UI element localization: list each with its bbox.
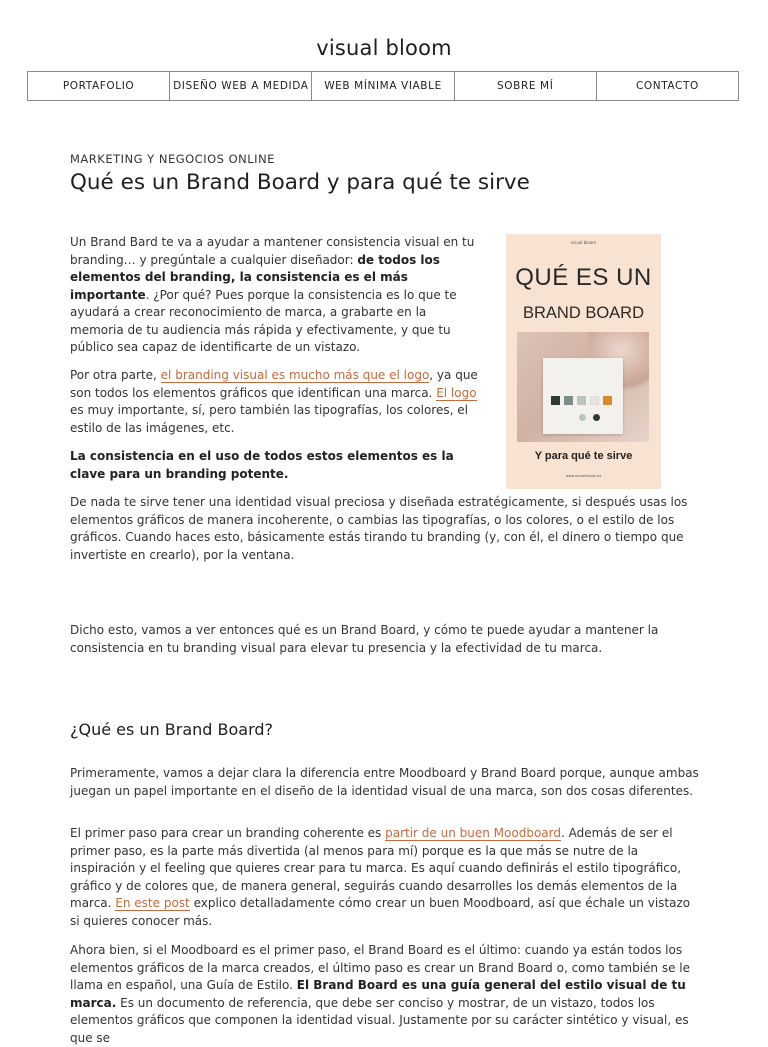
nav-item-web-minima[interactable]: WEB MÍNIMA VIABLE (312, 72, 454, 100)
text-span: es muy importante, sí, pero también las tipografías, los colores, el estilo de las imágenes, etc. (70, 403, 468, 435)
bold-text: El Brand Board es una guía general del estilo visual de tu marca. (70, 978, 686, 1010)
image-caption: Y para qué te sirve (534, 450, 633, 462)
text-span: . Además de ser el primer paso, es la parte más divertida (al menos para mí) porque es la que más se nutre de la inspiración y el feeling que quieres crear para tu marca. Es aquí cuando definirás el estilo tipográfico, gráfico y de colores que, de manera general, seguirás cuando desarrolles los demás elementos de la marca. (70, 826, 682, 910)
text-span: , ya que son todos los elementos gráficos que identifican una marca. (70, 368, 478, 400)
image-footer: www.visualbloom.es (565, 474, 602, 478)
style-guide-card (543, 358, 623, 434)
text-span: El primer paso para crear un branding coherente es (70, 826, 386, 840)
color-swatch (564, 396, 573, 405)
dot-icon (593, 414, 600, 421)
link-branding-visual[interactable]: el branding visual es mucho más que el logo (160, 368, 430, 382)
color-swatch (577, 396, 586, 405)
color-swatch (603, 396, 612, 405)
image-subheadline: BRAND BOARD (522, 304, 645, 322)
brand-board-photo (517, 332, 649, 442)
post-title: Qué es un Brand Board y para qué te sirve (70, 170, 530, 195)
paragraph-difference: Primeramente, vamos a dejar clara la diferencia entre Moodboard y Brand Board porque, aunque ambas juegan un papel importante en el diseño de la identidad visual de una marca, son dos cosas diferentes. (70, 766, 699, 798)
link-el-logo[interactable]: El logo (436, 385, 477, 400)
nav-item-contacto[interactable]: CONTACTO (635, 80, 699, 92)
paragraph-intro (70, 234, 482, 357)
text-span: Ahora bien, si el Moodboard es el primer paso, el Brand Board es el último: cuando ya están todos los elementos gráficos de la marca creados, el último paso es crear un Brand Board o, como también se le llama en español, una Guía de Estilo. (70, 943, 691, 992)
nav-item-diseno-web[interactable]: DISEÑO WEB A MEDIDA (170, 72, 312, 100)
paragraph-branding (70, 367, 482, 437)
section-heading: ¿Qué es un Brand Board? (70, 720, 274, 739)
brand-board-image (506, 234, 661, 489)
paragraph-intro-brand-board: Dicho esto, vamos a ver entonces qué es un Brand Board, y cómo te puede ayudar a mantener la consistencia en tu branding visual para elevar tu presencia y la efectividad de tu marca. (70, 623, 659, 655)
link-en-este-post[interactable]: En este post (115, 896, 190, 910)
paragraph-moodboard (70, 825, 700, 930)
text-span: explico detalladamente cómo crear un buen Moodboard, así que échale un vistazo si quieres conocer más. (70, 896, 691, 928)
text-span: Un Brand Bard te va a ayudar a mantener consistencia visual en tu branding… y pregúntale a cualquier diseñador: (70, 235, 475, 267)
link-moodboard[interactable]: partir de un buen Moodboard (385, 826, 561, 840)
image-small-header: visual bloom (570, 240, 597, 245)
color-swatch (590, 396, 599, 405)
post-category[interactable]: MARKETING Y NEGOCIOS ONLINE (70, 152, 275, 166)
bold-text: de todos los elementos del branding, la consistencia es el más importante (70, 252, 440, 302)
paragraph-brand-board (70, 942, 700, 1047)
image-headline: QUÉ ES UN (515, 264, 652, 291)
dot-icon (579, 414, 586, 421)
nav-item-sobre-mi[interactable]: SOBRE MÍ (455, 72, 597, 100)
color-swatch (551, 396, 560, 405)
main-nav (27, 71, 739, 101)
paragraph-consistency: De nada te sirve tener una identidad visual preciosa y diseñada estratégicamente, si después usas los elementos gráficos de manera incoherente, o cambias las tipografías, o los colores, o el estilo de los gráficos. Cuando haces esto, básicamente estás tirando tu branding (y, con él, el dinero o tiempo que invertiste en crearlo), por la ventana. (70, 495, 688, 562)
text-span: Por otra parte, (70, 368, 161, 382)
text-span: . ¿Por qué? Pues porque la consistencia es lo que te ayudará a crear reconocimiento de marca, a grabarte en la memoria de tu audiencia más rápida y efectivamente, y que tu público sea capaz de identificarte de un vistazo. (70, 287, 457, 354)
text-span: Es un documento de referencia, que debe ser conciso y mostrar, de un vistazo, todos los elementos gráficos que componen la identidad visual. Justamente por su carácter sintético y visual, es que se (70, 995, 689, 1045)
nav-item-portafolio[interactable]: PORTAFOLIO (28, 72, 170, 100)
bold-text: La consistencia en el uso de todos estos elementos es la clave para un branding potente. (70, 449, 454, 481)
site-title[interactable]: visual bloom (316, 36, 452, 60)
paragraph-key (70, 448, 482, 483)
